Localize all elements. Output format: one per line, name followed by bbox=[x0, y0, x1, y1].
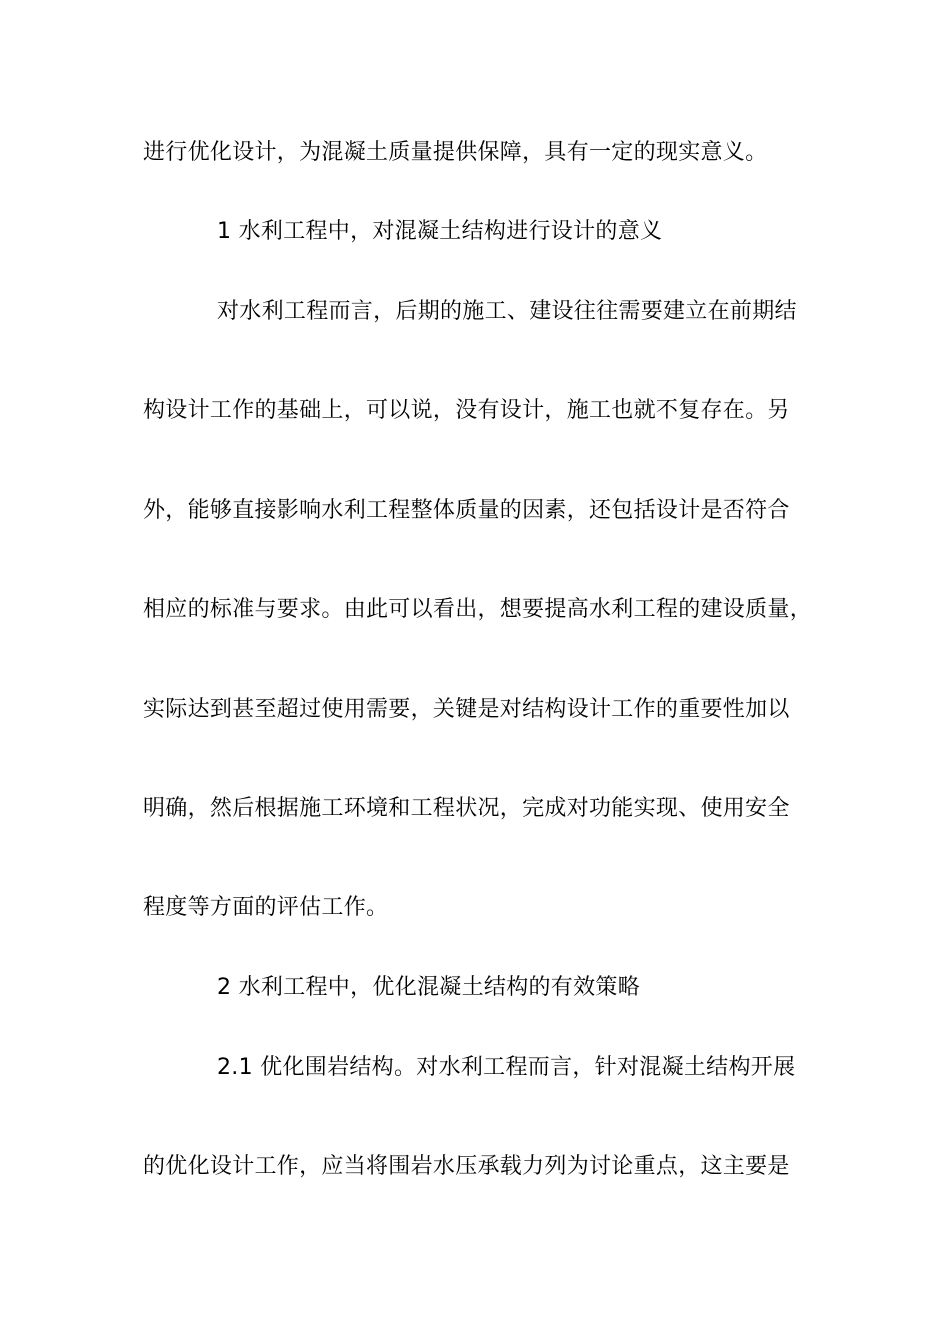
subsection-heading-line: 2.1 优化围岩结构。对水利工程而言，针对混凝土结构开展 bbox=[217, 1055, 796, 1080]
paragraph-line: 明确，然后根据施工环境和工程状况，完成对功能实现、使用安全 bbox=[143, 796, 790, 821]
paragraph-line: 构设计工作的基础上，可以说，没有设计，施工也就不复存在。另 bbox=[143, 398, 790, 423]
paragraph-line: 的优化设计工作，应当将围岩水压承载力列为讨论重点，这主要是 bbox=[143, 1154, 790, 1179]
paragraph-line: 相应的标准与要求。由此可以看出，想要提高水利工程的建设质量， bbox=[143, 597, 813, 622]
paragraph-line: 外，能够直接影响水利工程整体质量的因素，还包括设计是否符合 bbox=[143, 498, 790, 523]
section-heading: 2 水利工程中，优化混凝土结构的有效策略 bbox=[217, 975, 640, 1000]
paragraph-line: 实际达到甚至超过使用需要，关键是对结构设计工作的重要性加以 bbox=[143, 697, 790, 722]
paragraph-line: 对水利工程而言，后期的施工、建设往往需要建立在前期结 bbox=[217, 299, 797, 324]
paragraph-line: 程度等方面的评估工作。 bbox=[143, 895, 389, 920]
paragraph-line: 进行优化设计，为混凝土质量提供保障，具有一定的现实意义。 bbox=[143, 140, 768, 165]
section-heading: 1 水利工程中，对混凝土结构进行设计的意义 bbox=[217, 219, 663, 244]
